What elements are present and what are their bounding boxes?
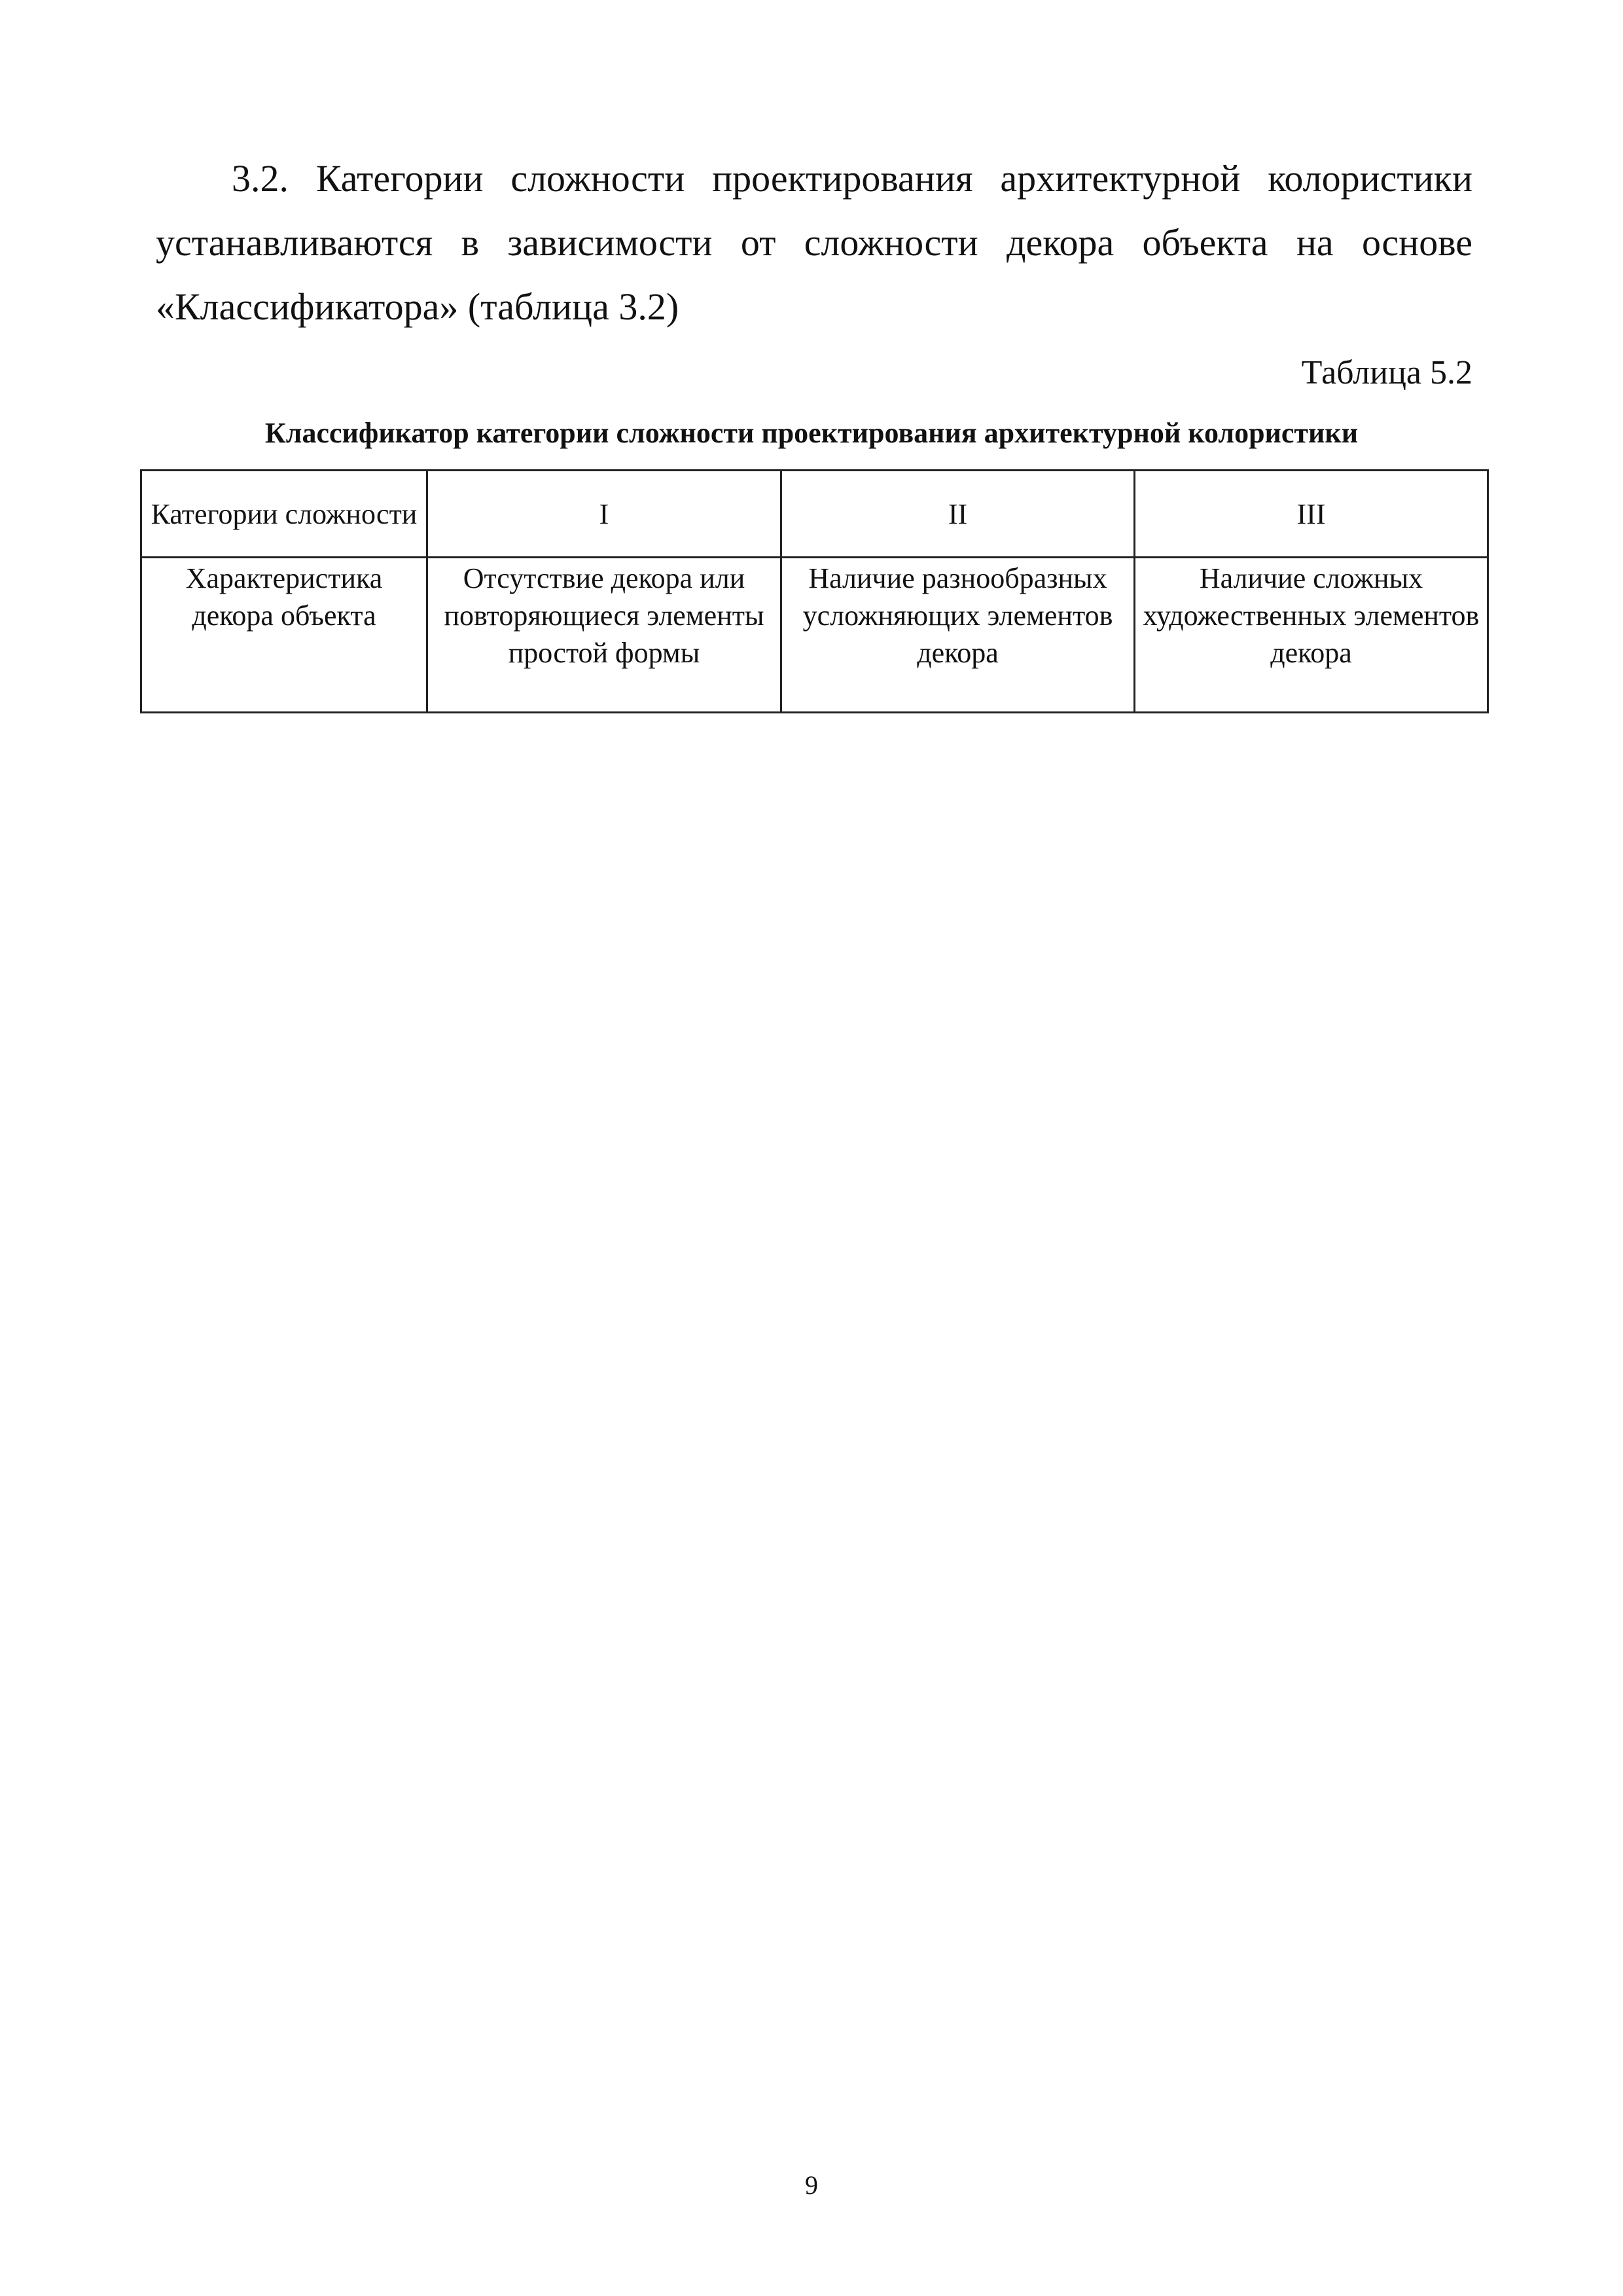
row-cell-category-3: Наличие сложных художественных элементов декора bbox=[1135, 558, 1488, 713]
header-cell-category: Категории сложности bbox=[141, 471, 427, 558]
table-title: Классификатор категории сложности проектирования архитектурной колористики bbox=[264, 417, 1359, 449]
header-cell-category-3: III bbox=[1135, 471, 1488, 558]
table-number: Таблица 5.2 bbox=[1301, 354, 1472, 391]
paragraph-text: 3.2. Категории сложности проектирования архитектурной колористики устанавливаются в зависимости от сложности декора объекта на основе «Классификатора» (таблица 3.2) bbox=[156, 157, 1472, 328]
header-cell-category-1: I bbox=[427, 471, 781, 558]
row-cell-category-2: Наличие разнообразных усложняющих элементов декора bbox=[781, 558, 1135, 713]
page-number: 9 bbox=[805, 2170, 818, 2200]
table-header-row bbox=[141, 471, 1488, 558]
body-paragraph bbox=[156, 147, 1472, 339]
row-cell-category-1: Отсутствие декора или повторяющиеся элементы простой формы bbox=[427, 558, 781, 713]
header-cell-category-2: II bbox=[781, 471, 1135, 558]
classifier-table bbox=[140, 469, 1489, 713]
table-row bbox=[141, 558, 1488, 713]
row-label-cell: Характеристика декора объекта bbox=[141, 558, 427, 713]
